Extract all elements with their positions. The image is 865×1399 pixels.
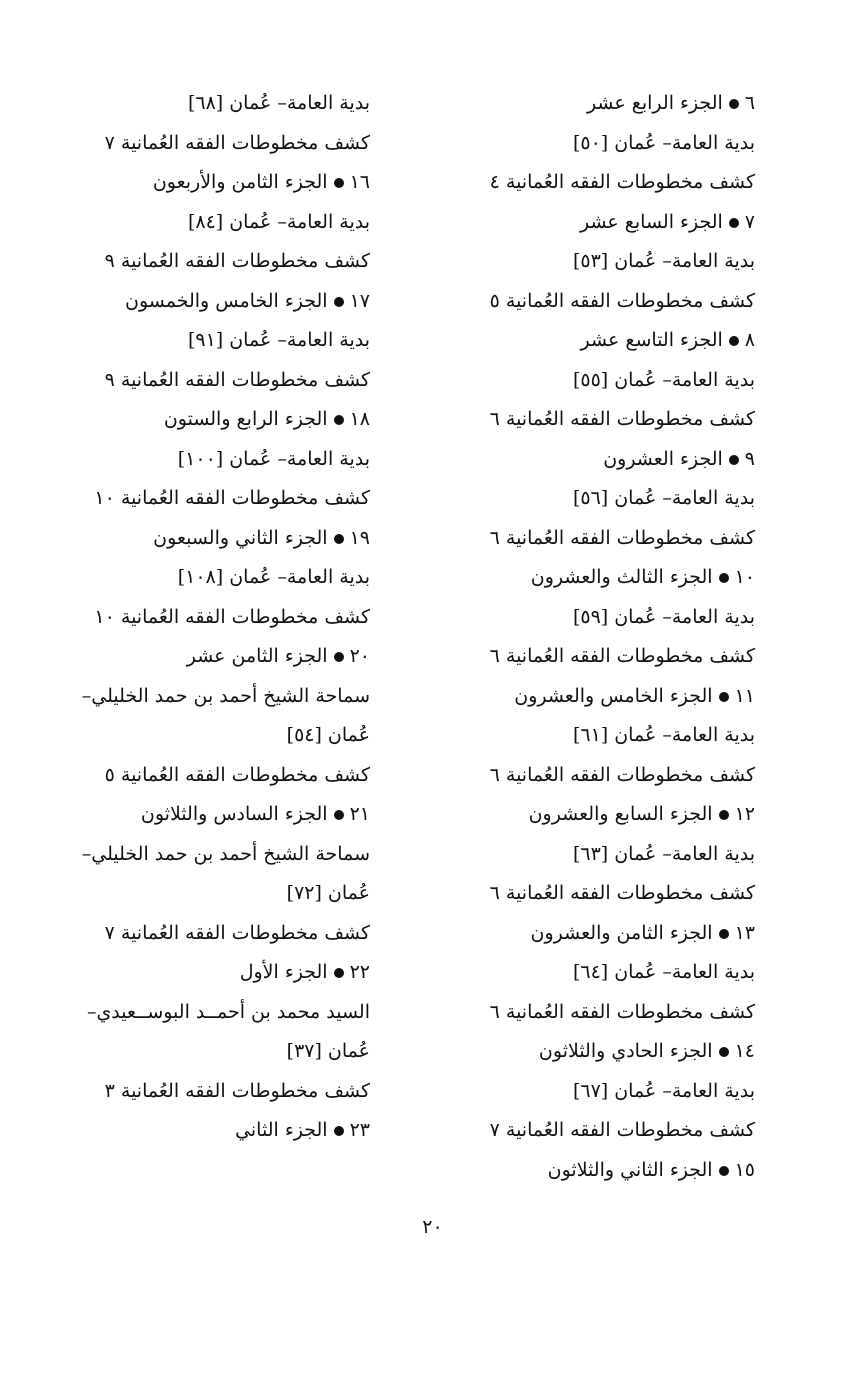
entry-detail: بدية العامة– عُمان [٦٨] <box>187 92 370 114</box>
entry-heading <box>35 282 370 322</box>
entry-detail: كشف مخطوطات الفقه العُمانية ٦ <box>489 408 755 430</box>
entry-detail: كشف مخطوطات الفقه العُمانية ٦ <box>489 763 755 786</box>
entry-detail: كشف مخطوطات الفقه العُمانية ١٠ <box>94 487 370 509</box>
entry-number: ١٠ <box>734 566 755 588</box>
bullet-icon <box>334 415 344 425</box>
entry-detail: كشف مخطوطات الفقه العُمانية ٦ <box>489 645 755 667</box>
entry-detail: كشف مخطوطات الفقه العُمانية ٦ <box>489 526 755 549</box>
entry-title: الجزء التاسع عشر <box>580 329 723 351</box>
entry-number: ٦ <box>744 92 755 114</box>
entry-title: الجزء الثاني والثلاثون <box>547 1158 713 1181</box>
entry-title: الجزء الرابع والستون <box>163 408 328 430</box>
entry-title: الجزء العشرون <box>603 447 723 470</box>
entry-heading <box>415 558 755 598</box>
entry-detail: سماحة الشيخ أحمد بن حمد الخليلي– <box>81 842 370 865</box>
entry-detail: بدية العامة– عُمان [٦٧] <box>572 1079 755 1102</box>
entry-title: الجزء الثامن والأربعون <box>152 171 328 193</box>
entry-number: ٢٠ <box>349 645 370 667</box>
entry-title: الجزء الرابع عشر <box>586 92 723 114</box>
entry-detail: بدية العامة– عُمان [٥٦] <box>572 487 755 509</box>
entry-heading <box>35 163 370 203</box>
entry-number: ١٧ <box>349 289 370 312</box>
entry-detail: السيد محمد بن أحمــد البوســعيدي– <box>86 1000 370 1023</box>
entry-detail: كشف مخطوطات الفقه العُمانية ٥ <box>104 763 370 786</box>
entry-heading <box>415 84 755 124</box>
entry-title: الجزء الخامس والخمسون <box>125 289 328 312</box>
entry-detail: كشف مخطوطات الفقه العُمانية ٣ <box>104 1079 370 1102</box>
entry-detail: كشف مخطوطات الفقه العُمانية ٧ <box>104 131 370 154</box>
bullet-icon <box>729 455 739 465</box>
entry-heading <box>415 440 755 480</box>
entry-title: الجزء الثاني والسبعون <box>153 526 328 549</box>
entry-detail: بدية العامة– عُمان [٥٥] <box>572 368 755 391</box>
entry-number: ٢٢ <box>349 961 370 983</box>
entry-heading <box>415 321 755 361</box>
bullet-icon <box>719 929 729 939</box>
entry-detail: بدية العامة– عُمان [٦٤] <box>572 961 755 983</box>
entry-title: الجزء الثالث والعشرون <box>530 566 713 588</box>
entry-number: ٢٣ <box>349 1119 370 1141</box>
entry-heading <box>415 1032 755 1072</box>
entry-number: ١٩ <box>349 526 370 549</box>
entry-title: الجزء السابع عشر <box>579 210 723 233</box>
entry-number: ١٥ <box>734 1158 755 1181</box>
entry-title: الجزء الحادي والثلاثون <box>538 1040 713 1062</box>
entry-heading <box>415 1151 755 1191</box>
entry-detail: كشف مخطوطات الفقه العُمانية ٥ <box>489 289 755 312</box>
entry-detail: بدية العامة– عُمان [٦١] <box>572 724 755 746</box>
entry-number: ١٦ <box>349 171 370 193</box>
entry-heading <box>35 795 370 835</box>
bullet-icon <box>719 1166 729 1176</box>
bullet-icon <box>334 534 344 544</box>
entry-detail: عُمان [٧٢] <box>286 882 370 904</box>
bullet-icon <box>334 968 344 978</box>
entry-detail: كشف مخطوطات الفقه العُمانية ٦ <box>489 882 755 904</box>
entry-title: الجزء السابع والعشرون <box>528 803 713 825</box>
bullet-icon <box>719 573 729 583</box>
left-column <box>35 84 370 1151</box>
entry-detail: عُمان [٣٧] <box>286 1040 370 1062</box>
entry-detail: بدية العامة– عُمان [١٠٨] <box>177 566 370 588</box>
entry-detail: كشف مخطوطات الفقه العُمانية ٩ <box>104 250 370 272</box>
entry-number: ٢١ <box>349 803 370 825</box>
entry-detail: بدية العامة– عُمان [٨٤] <box>187 210 370 233</box>
entry-number: ١٨ <box>349 408 370 430</box>
entry-heading <box>35 953 370 993</box>
entry-heading <box>35 400 370 440</box>
entry-detail: بدية العامة– عُمان [٦٣] <box>572 842 755 865</box>
entry-heading <box>35 519 370 559</box>
entry-detail: كشف مخطوطات الفقه العُمانية ٧ <box>489 1119 755 1141</box>
bullet-icon <box>719 1047 729 1057</box>
entry-detail: كشف مخطوطات الفقه العُمانية ٧ <box>104 921 370 944</box>
entry-title: الجزء السادس والثلاثون <box>140 803 328 825</box>
right-column <box>415 84 755 1190</box>
page-number: ٢٠ <box>422 1216 443 1238</box>
entry-number: ٨ <box>744 329 755 351</box>
bullet-icon <box>729 218 739 228</box>
bullet-icon <box>729 336 739 346</box>
entry-number: ١٣ <box>734 921 755 944</box>
bullet-icon <box>334 297 344 307</box>
entry-title: الجزء الخامس والعشرون <box>514 684 713 707</box>
entry-heading <box>415 203 755 243</box>
entry-detail: كشف مخطوطات الفقه العُمانية ٩ <box>104 368 370 391</box>
bullet-icon <box>334 178 344 188</box>
bullet-icon <box>334 1126 344 1136</box>
entry-heading <box>415 677 755 717</box>
entry-title: الجزء الثاني <box>235 1119 328 1141</box>
entry-number: ٩ <box>744 447 755 470</box>
entry-title: الجزء الثامن والعشرون <box>530 921 713 944</box>
entry-detail: كشف مخطوطات الفقه العُمانية ٤ <box>489 171 755 193</box>
entry-detail: بدية العامة– عُمان [٥٣] <box>572 250 755 272</box>
entry-detail: سماحة الشيخ أحمد بن حمد الخليلي– <box>81 684 370 707</box>
entry-number: ٧ <box>744 210 755 233</box>
bullet-icon <box>719 810 729 820</box>
entry-detail: بدية العامة– عُمان [١٠٠] <box>177 447 370 470</box>
entry-title: الجزء الأول <box>239 961 328 983</box>
bullet-icon <box>334 810 344 820</box>
entry-heading <box>415 795 755 835</box>
entry-detail: كشف مخطوطات الفقه العُمانية ٦ <box>489 1000 755 1023</box>
entry-heading <box>35 637 370 677</box>
entry-heading <box>415 914 755 954</box>
entry-title: الجزء الثامن عشر <box>186 645 328 667</box>
entry-detail: عُمان [٥٤] <box>286 724 370 746</box>
bullet-icon <box>334 652 344 662</box>
entry-number: ١٢ <box>734 803 755 825</box>
entry-heading <box>35 1111 370 1151</box>
bullet-icon <box>729 99 739 109</box>
bullet-icon <box>719 692 729 702</box>
entry-detail: بدية العامة– عُمان [٩١] <box>187 329 370 351</box>
entry-detail: كشف مخطوطات الفقه العُمانية ١٠ <box>94 605 370 628</box>
entry-detail: بدية العامة– عُمان [٥٩] <box>572 605 755 628</box>
entry-detail: بدية العامة– عُمان [٥٠] <box>572 131 755 154</box>
entry-number: ١١ <box>734 684 755 707</box>
entry-number: ١٤ <box>734 1040 755 1062</box>
